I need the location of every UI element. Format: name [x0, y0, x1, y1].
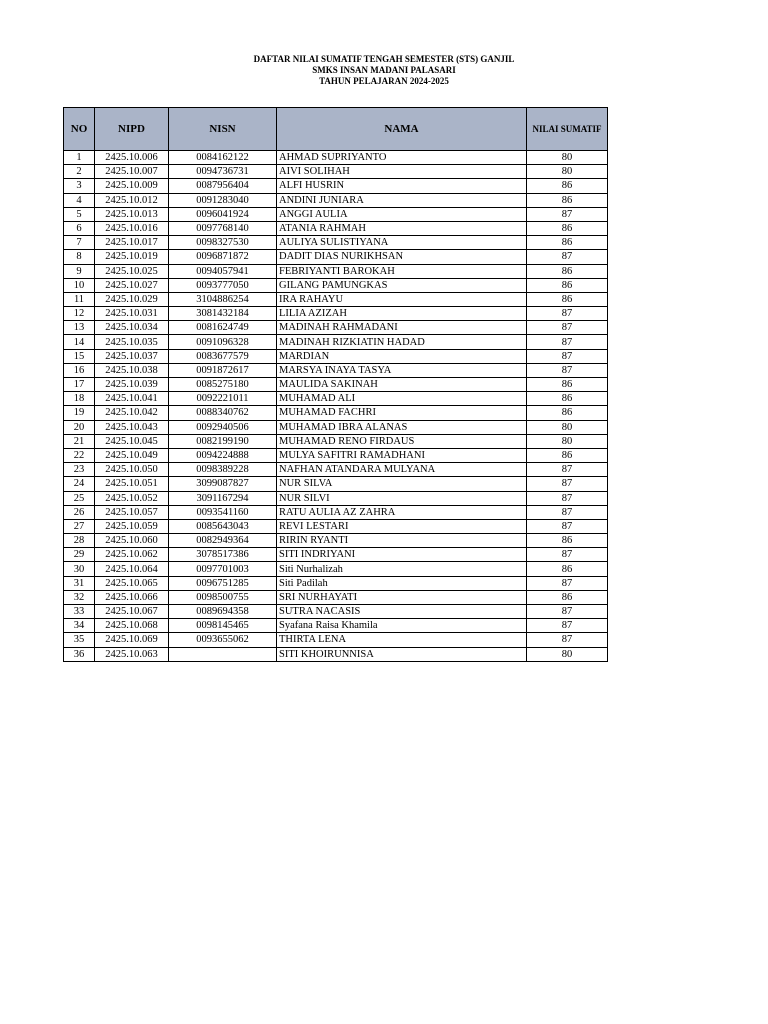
cell-nama: Syafana Raisa Khamila [277, 619, 527, 633]
cell-nipd: 2425.10.041 [95, 392, 169, 406]
cell-nipd: 2425.10.006 [95, 151, 169, 165]
cell-no: 36 [64, 647, 95, 661]
cell-nama: MUHAMAD RENO FIRDAUS [277, 434, 527, 448]
cell-nilai: 86 [527, 264, 608, 278]
cell-nisn: 0092940506 [169, 420, 277, 434]
cell-nisn: 0097768140 [169, 221, 277, 235]
cell-nama: ALFI HUSRIN [277, 179, 527, 193]
cell-nisn: 3081432184 [169, 307, 277, 321]
cell-nisn: 0082199190 [169, 434, 277, 448]
cell-nama: REVI LESTARI [277, 519, 527, 533]
cell-nama: FEBRIYANTI BAROKAH [277, 264, 527, 278]
cell-no: 13 [64, 321, 95, 335]
table-row [64, 562, 608, 576]
cell-nisn: 0093655062 [169, 633, 277, 647]
cell-nisn: 0098389228 [169, 463, 277, 477]
table-row [64, 619, 608, 633]
cell-nipd: 2425.10.045 [95, 434, 169, 448]
cell-no: 33 [64, 605, 95, 619]
cell-nilai: 86 [527, 278, 608, 292]
table-row [64, 463, 608, 477]
table-row [64, 179, 608, 193]
table-row [64, 151, 608, 165]
heading-title: DAFTAR NILAI SUMATIF TENGAH SEMESTER (STS) GANJIL [253, 54, 515, 64]
cell-nipd: 2425.10.052 [95, 491, 169, 505]
cell-nilai: 86 [527, 378, 608, 392]
cell-nisn: 0091872617 [169, 363, 277, 377]
cell-nama: Siti Padilah [277, 576, 527, 590]
cell-nisn: 0092221011 [169, 392, 277, 406]
cell-no: 22 [64, 448, 95, 462]
table-row [64, 647, 608, 661]
cell-nama: ANGGI AULIA [277, 207, 527, 221]
cell-no: 8 [64, 250, 95, 264]
cell-no: 3 [64, 179, 95, 193]
table-row [64, 221, 608, 235]
cell-no: 9 [64, 264, 95, 278]
cell-nipd: 2425.10.042 [95, 406, 169, 420]
cell-nama: MARDIAN [277, 349, 527, 363]
cell-nisn: 0087956404 [169, 179, 277, 193]
cell-nipd: 2425.10.064 [95, 562, 169, 576]
cell-no: 21 [64, 434, 95, 448]
cell-no: 17 [64, 378, 95, 392]
cell-no: 19 [64, 406, 95, 420]
cell-no: 32 [64, 590, 95, 604]
cell-nilai: 87 [527, 363, 608, 377]
cell-nilai: 80 [527, 165, 608, 179]
cell-no: 26 [64, 505, 95, 519]
cell-no: 6 [64, 221, 95, 235]
cell-nama: MADINAH RIZKIATIN HADAD [277, 335, 527, 349]
cell-nisn: 0091096328 [169, 335, 277, 349]
heading-school: SMKS INSAN MADANI PALASARI [312, 65, 456, 75]
cell-nipd: 2425.10.049 [95, 448, 169, 462]
cell-no: 28 [64, 534, 95, 548]
heading-year: TAHUN PELAJARAN 2024-2025 [319, 76, 449, 86]
cell-nama: ATANIA RAHMAH [277, 221, 527, 235]
cell-no: 14 [64, 335, 95, 349]
cell-nama: MADINAH RAHMADANI [277, 321, 527, 335]
table-row [64, 236, 608, 250]
cell-nisn: 0088340762 [169, 406, 277, 420]
cell-nama: MUHAMAD FACHRI [277, 406, 527, 420]
column-header-nama: NAMA [277, 108, 527, 151]
cell-nisn: 3091167294 [169, 491, 277, 505]
cell-nipd: 2425.10.029 [95, 292, 169, 306]
cell-nipd: 2425.10.012 [95, 193, 169, 207]
cell-nisn: 0094736731 [169, 165, 277, 179]
cell-no: 10 [64, 278, 95, 292]
cell-no: 20 [64, 420, 95, 434]
cell-no: 31 [64, 576, 95, 590]
cell-nilai: 86 [527, 392, 608, 406]
column-header-no: NO [64, 108, 95, 151]
column-header-nilai-sumatif: NILAI SUMATIF [527, 108, 608, 151]
cell-nipd: 2425.10.063 [95, 647, 169, 661]
cell-nama: AHMAD SUPRIYANTO [277, 151, 527, 165]
cell-nilai: 87 [527, 491, 608, 505]
cell-nama: LILIA AZIZAH [277, 307, 527, 321]
cell-no: 12 [64, 307, 95, 321]
cell-nilai: 80 [527, 151, 608, 165]
cell-nama: RIRIN RYANTI [277, 534, 527, 548]
cell-no: 1 [64, 151, 95, 165]
cell-nilai: 87 [527, 548, 608, 562]
cell-nipd: 2425.10.031 [95, 307, 169, 321]
table-row [64, 207, 608, 221]
cell-nisn: 0082949364 [169, 534, 277, 548]
cell-nilai: 86 [527, 590, 608, 604]
cell-nama: MAULIDA SAKINAH [277, 378, 527, 392]
cell-nipd: 2425.10.062 [95, 548, 169, 562]
cell-nilai: 87 [527, 349, 608, 363]
cell-nisn: 3099087827 [169, 477, 277, 491]
cell-nipd: 2425.10.037 [95, 349, 169, 363]
table-row [64, 392, 608, 406]
cell-nilai: 87 [527, 463, 608, 477]
cell-nisn: 0098500755 [169, 590, 277, 604]
cell-nipd: 2425.10.017 [95, 236, 169, 250]
grades-table [63, 107, 608, 662]
cell-nipd: 2425.10.007 [95, 165, 169, 179]
cell-nilai: 87 [527, 207, 608, 221]
cell-nisn: 0094057941 [169, 264, 277, 278]
cell-nilai: 80 [527, 434, 608, 448]
table-row [64, 519, 608, 533]
cell-nipd: 2425.10.069 [95, 633, 169, 647]
cell-nama: THIRTA LENA [277, 633, 527, 647]
cell-nisn: 0096041924 [169, 207, 277, 221]
cell-no: 18 [64, 392, 95, 406]
cell-nisn: 0091283040 [169, 193, 277, 207]
cell-nilai: 80 [527, 420, 608, 434]
cell-nilai: 87 [527, 519, 608, 533]
cell-nipd: 2425.10.057 [95, 505, 169, 519]
table-row [64, 420, 608, 434]
cell-nisn: 0093541160 [169, 505, 277, 519]
cell-nilai: 87 [527, 250, 608, 264]
cell-nisn: 3078517386 [169, 548, 277, 562]
cell-nipd: 2425.10.051 [95, 477, 169, 491]
cell-nipd: 2425.10.025 [95, 264, 169, 278]
table-row [64, 590, 608, 604]
cell-no: 23 [64, 463, 95, 477]
cell-nilai: 86 [527, 448, 608, 462]
cell-nilai: 87 [527, 576, 608, 590]
cell-nisn: 0096751285 [169, 576, 277, 590]
cell-nama: AIVI SOLIHAH [277, 165, 527, 179]
cell-no: 16 [64, 363, 95, 377]
cell-no: 27 [64, 519, 95, 533]
column-header-nipd: NIPD [95, 108, 169, 151]
table-row [64, 250, 608, 264]
table-row [64, 193, 608, 207]
table-row [64, 307, 608, 321]
cell-nilai: 86 [527, 534, 608, 548]
cell-no: 11 [64, 292, 95, 306]
table-row [64, 633, 608, 647]
cell-nisn: 0085643043 [169, 519, 277, 533]
table-row [64, 378, 608, 392]
table-row [64, 321, 608, 335]
cell-nilai: 86 [527, 221, 608, 235]
cell-nisn: 0094224888 [169, 448, 277, 462]
table-row [64, 264, 608, 278]
table-row [64, 534, 608, 548]
cell-nipd: 2425.10.038 [95, 363, 169, 377]
cell-no: 35 [64, 633, 95, 647]
cell-no: 5 [64, 207, 95, 221]
cell-nipd: 2425.10.065 [95, 576, 169, 590]
cell-nama: MARSYA INAYA TASYA [277, 363, 527, 377]
cell-nisn: 0081624749 [169, 321, 277, 335]
table-header-row [64, 108, 608, 151]
table-row [64, 292, 608, 306]
cell-nisn: 0089694358 [169, 605, 277, 619]
cell-nipd: 2425.10.068 [95, 619, 169, 633]
table-row [64, 349, 608, 363]
document-heading [0, 54, 768, 87]
cell-no: 30 [64, 562, 95, 576]
cell-nama: AULIYA SULISTIYANA [277, 236, 527, 250]
cell-nilai: 86 [527, 562, 608, 576]
cell-nilai: 87 [527, 619, 608, 633]
cell-nilai: 86 [527, 179, 608, 193]
column-header-nisn: NISN [169, 108, 277, 151]
table-row [64, 406, 608, 420]
cell-nama: SITI KHOIRUNNISA [277, 647, 527, 661]
cell-nilai: 86 [527, 406, 608, 420]
cell-nisn: 0083677579 [169, 349, 277, 363]
table-row [64, 448, 608, 462]
cell-nipd: 2425.10.016 [95, 221, 169, 235]
cell-nisn: 0093777050 [169, 278, 277, 292]
table-row [64, 477, 608, 491]
table-row [64, 605, 608, 619]
cell-nama: NUR SILVI [277, 491, 527, 505]
cell-nisn: 0085275180 [169, 378, 277, 392]
cell-nilai: 87 [527, 321, 608, 335]
cell-no: 29 [64, 548, 95, 562]
cell-no: 34 [64, 619, 95, 633]
cell-nipd: 2425.10.059 [95, 519, 169, 533]
cell-nisn: 0097701003 [169, 562, 277, 576]
table-row [64, 434, 608, 448]
cell-nama: NUR SILVA [277, 477, 527, 491]
cell-no: 25 [64, 491, 95, 505]
cell-nisn: 0096871872 [169, 250, 277, 264]
cell-nipd: 2425.10.067 [95, 605, 169, 619]
cell-nisn: 0098327530 [169, 236, 277, 250]
cell-nisn: 3104886254 [169, 292, 277, 306]
cell-no: 7 [64, 236, 95, 250]
cell-nilai: 80 [527, 647, 608, 661]
cell-nisn: 0098145465 [169, 619, 277, 633]
cell-nilai: 87 [527, 505, 608, 519]
cell-nama: GILANG PAMUNGKAS [277, 278, 527, 292]
cell-nilai: 87 [527, 477, 608, 491]
cell-nama: NAFHAN ATANDARA MULYANA [277, 463, 527, 477]
cell-nama: ANDINI JUNIARA [277, 193, 527, 207]
cell-nama: RATU AULIA AZ ZAHRA [277, 505, 527, 519]
table-row [64, 363, 608, 377]
cell-nilai: 87 [527, 335, 608, 349]
cell-nama: MUHAMAD IBRA ALANAS [277, 420, 527, 434]
cell-nipd: 2425.10.027 [95, 278, 169, 292]
cell-no: 15 [64, 349, 95, 363]
cell-nipd: 2425.10.009 [95, 179, 169, 193]
cell-nama: SRI NURHAYATI [277, 590, 527, 604]
cell-nama: SUTRA NACASIS [277, 605, 527, 619]
cell-nipd: 2425.10.066 [95, 590, 169, 604]
cell-nilai: 87 [527, 307, 608, 321]
cell-nama: IRA RAHAYU [277, 292, 527, 306]
table-row [64, 335, 608, 349]
cell-nipd: 2425.10.013 [95, 207, 169, 221]
table-row [64, 548, 608, 562]
cell-nilai: 86 [527, 292, 608, 306]
cell-nipd: 2425.10.034 [95, 321, 169, 335]
cell-no: 4 [64, 193, 95, 207]
cell-nipd: 2425.10.019 [95, 250, 169, 264]
cell-nama: MUHAMAD ALI [277, 392, 527, 406]
cell-nama: DADIT DIAS NURIKHSAN [277, 250, 527, 264]
cell-nama: MULYA SAFITRI RAMADHANI [277, 448, 527, 462]
cell-nipd: 2425.10.043 [95, 420, 169, 434]
cell-nilai: 87 [527, 633, 608, 647]
cell-nipd: 2425.10.050 [95, 463, 169, 477]
cell-nipd: 2425.10.035 [95, 335, 169, 349]
table-row [64, 576, 608, 590]
cell-no: 2 [64, 165, 95, 179]
table-row [64, 491, 608, 505]
cell-nipd: 2425.10.060 [95, 534, 169, 548]
cell-no: 24 [64, 477, 95, 491]
cell-nilai: 87 [527, 605, 608, 619]
table-body [64, 151, 608, 662]
cell-nilai: 86 [527, 193, 608, 207]
cell-nisn: 0084162122 [169, 151, 277, 165]
cell-nipd: 2425.10.039 [95, 378, 169, 392]
table-row [64, 278, 608, 292]
table-row [64, 505, 608, 519]
table-row [64, 165, 608, 179]
cell-nama: Siti Nurhalizah [277, 562, 527, 576]
cell-nama: SITI INDRIYANI [277, 548, 527, 562]
cell-nilai: 86 [527, 236, 608, 250]
cell-nisn [169, 647, 277, 661]
